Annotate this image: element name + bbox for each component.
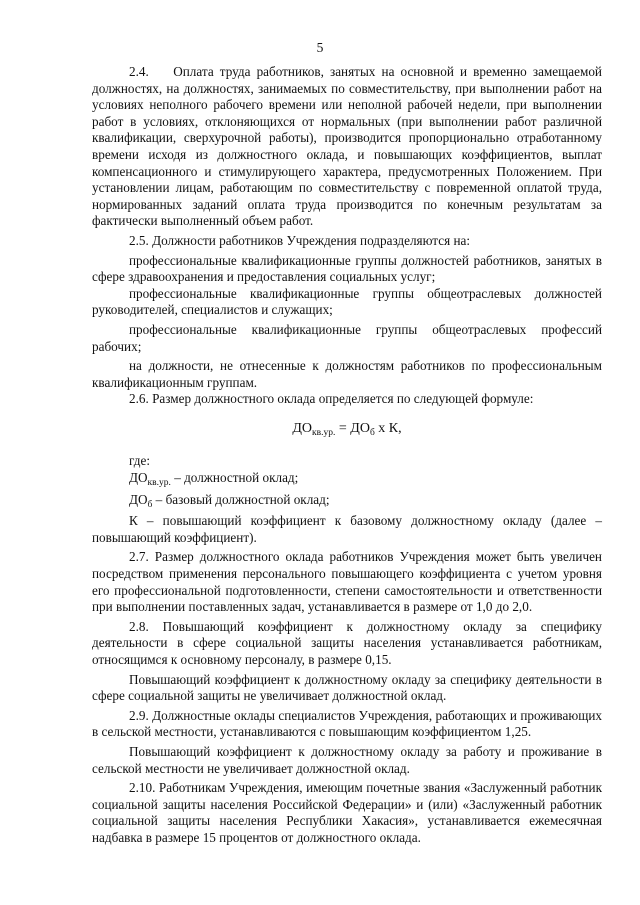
paragraph-2-7: 2.7. Размер должностного оклада работников Учреждения может быть увеличен посредством применения персонального повышающего коэффициента с учетом уровня его профессиональной подготовленности, степени самостоятельности и ответственности при выполнении поставленных задач, устанавливается в размере от 1,0 до 2,0. — [92, 549, 602, 615]
document-body — [92, 64, 602, 847]
salary-formula — [92, 421, 602, 442]
paragraph-2-6: 2.6. Размер должностного оклада определяется по следующей формуле: — [129, 391, 534, 407]
def-text: – базовый должностной оклад; — [152, 491, 330, 507]
where-label: где: — [129, 453, 150, 469]
paragraph-2-5: 2.5. Должности работников Учреждения подразделяются на: — [129, 232, 471, 248]
page-number: 5 — [316, 40, 324, 55]
def-text: – должностной оклад; — [170, 470, 299, 486]
definition-do-b — [92, 492, 602, 514]
paragraph-2-9-note: Повышающий коэффициент к должностному окладу за работу и проживание в сельской местности не увеличивает должностной оклад. — [92, 743, 602, 776]
paragraph-2-8: 2.8. Повышающий коэффициент к должностному окладу за специфику деятельности в сфере социальной защиты населения устанавливается работникам, относящимся к основному персоналу, в размере 0,15. — [92, 618, 602, 667]
definition-k: К – повышающий коэффициент к базовому должностному окладу (далее – повышающий коэффициент). — [92, 513, 602, 545]
paragraph-2-10: 2.10. Работникам Учреждения, имеющим почетные звания «Заслуженный работник социальной защиты населения Российской Федерации» и (или) «Заслуженный работник социальной защиты населения Республики Хакасия», устанавливается ежемесячная надбавка в размере 15 процентов от должностного оклада. — [92, 780, 602, 845]
def-symbol: ДО — [129, 470, 148, 486]
formula-tail: х К, — [374, 420, 402, 436]
formula-lhs-subscript: кв.ур. — [312, 427, 336, 438]
def-symbol-subscript: кв.ур. — [147, 478, 171, 489]
list-item-workers-groups: профессиональные квалификационные группы общеотраслевых профессий рабочих; — [92, 321, 602, 354]
definition-do-kvur — [92, 470, 602, 492]
paragraph-2-4: 2.4. Оплата труда работников, занятых на основной и временно замещаемой должностях, на должностях, занимаемых по совместительству, при выполнении работ на условиях неполного рабочего времени или неполной рабочей недели, при выполнении работ в условиях, отклоняющихся от нормальных (при выполнении работ различной квалификации, сверхурочной работы), производится пропорционально отработанному времени исходя из должностного оклада, и повышающих коэффициентов, выплат компенсационного и стимулирующего характера, предусмотренных Положением. При установлении лицам, работающим по совместительству с повременной оплатой труда, нормированных заданий оплата труда производится по конечным результатам за фактически выполненный объем работ. — [92, 64, 602, 229]
list-item-other-positions: на должности, не отнесенные к должностям работников по профессиональным квалификационным группам. — [92, 358, 602, 390]
list-item-managers-groups: профессиональные квалификационные группы общеотраслевых должностей руководителей, специалистов и служащих; — [92, 285, 602, 318]
formula-lhs: ДО — [292, 420, 313, 436]
def-symbol-subscript: б — [147, 499, 153, 510]
formula-rhs-subscript: б — [369, 427, 375, 438]
list-item-healthcare-groups: профессиональные квалификационные группы должностей работников, занятых в сфере здравоохранения и предоставления социальных услуг; — [92, 252, 602, 285]
formula-equals: = ДО — [335, 420, 370, 436]
paragraph-2-8-note: Повышающий коэффициент к должностному окладу за специфику деятельности в сфере социальной защиты не увеличивает должностной оклад. — [92, 671, 602, 704]
paragraph-2-9: 2.9. Должностные оклады специалистов Учреждения, работающих и проживающих в сельской местности, устанавливаются с повышающим коэффициентом 1,25. — [92, 707, 602, 740]
def-symbol: ДО — [129, 491, 148, 507]
